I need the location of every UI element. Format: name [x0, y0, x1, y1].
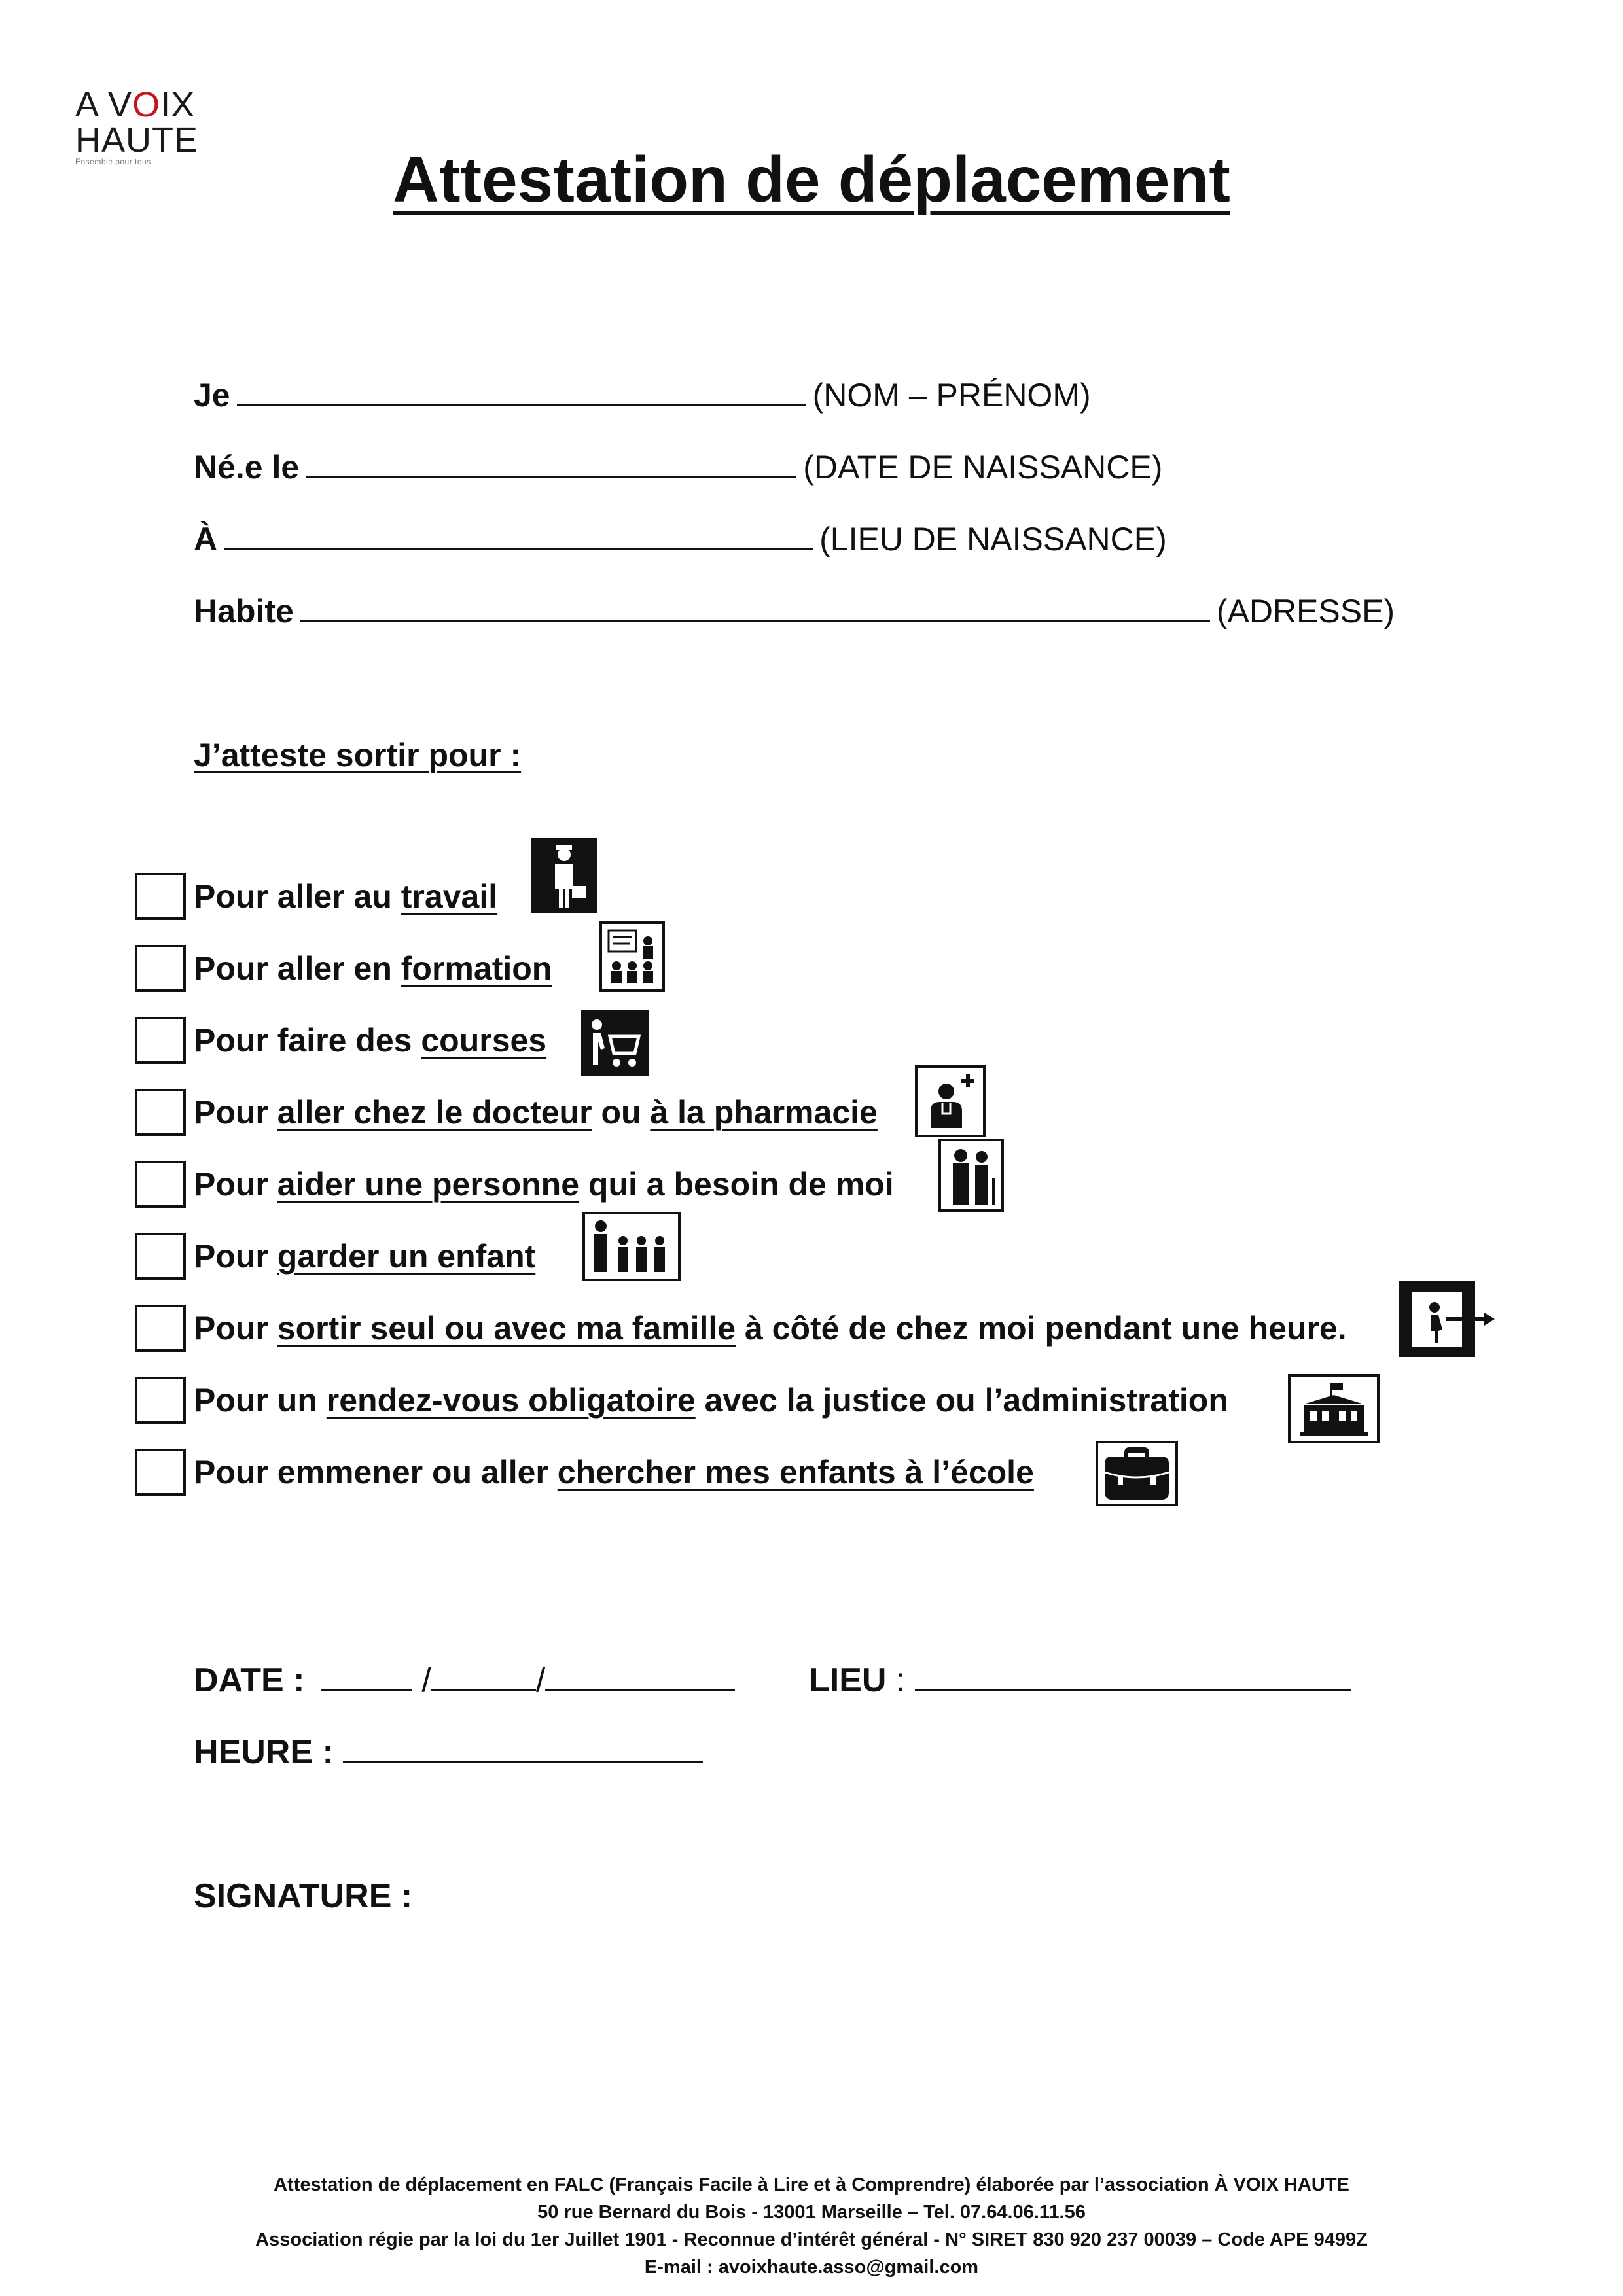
worker-icon [531, 838, 597, 913]
signature-label: SIGNATURE : [194, 1877, 413, 1915]
time-field [194, 1733, 703, 1772]
place-label: LIEU [809, 1661, 887, 1699]
date-field [194, 1661, 735, 1700]
footer [0, 2171, 1623, 2281]
option-checkbox[interactable] [135, 945, 186, 992]
address-label: Habite [194, 593, 294, 629]
footer-line-3: Association régie par la loi du 1er Juillet 1901 - Reconnue d’intérêt général - N° SIRET 830 920 237 00039 – Code APE 9499Z [255, 2229, 1368, 2250]
option-help-person [135, 1158, 1575, 1210]
page-title: Attestation de déplacement [393, 143, 1230, 215]
address-hint: (ADRESSE) [1216, 593, 1395, 629]
option-label: Pour sortir seul ou avec ma famille à côté de chez moi pendant une heure. [194, 1310, 1347, 1347]
date-day-line[interactable] [321, 1661, 412, 1691]
date-year-line[interactable] [545, 1661, 735, 1691]
logo-line-1: A VOIX [75, 85, 196, 124]
option-school [135, 1446, 1575, 1498]
option-short-outing [135, 1302, 1575, 1354]
option-childcare [135, 1230, 1575, 1282]
option-label: Pour faire des courses [194, 1022, 547, 1059]
name-label: Je [194, 377, 230, 414]
option-checkbox[interactable] [135, 1233, 186, 1280]
helping-person-icon [938, 1139, 1004, 1212]
option-label: Pour aller chez le docteur ou à la pharmacie [194, 1094, 878, 1131]
option-doctor [135, 1086, 1575, 1139]
option-label: Pour un rendez-vous obligatoire avec la justice ou l’administration [194, 1382, 1228, 1419]
date-separator: / [421, 1661, 431, 1699]
name-hint: (NOM – PRÉNOM) [812, 377, 1091, 414]
time-input-line[interactable] [343, 1733, 703, 1763]
footer-line-4: E-mail : avoixhaute.asso@gmail.com [644, 2257, 979, 2278]
shopping-cart-icon [581, 1010, 649, 1076]
birthdate-hint: (DATE DE NAISSANCE) [803, 449, 1163, 486]
option-checkbox[interactable] [135, 1017, 186, 1064]
birthplace-input-line[interactable] [224, 518, 813, 550]
date-month-line[interactable] [431, 1661, 536, 1691]
exit-icon [1399, 1281, 1497, 1357]
logo-line-2: HAUTE [75, 120, 199, 160]
town-hall-icon [1288, 1374, 1380, 1443]
option-checkbox[interactable] [135, 1377, 186, 1424]
address-input-line[interactable] [300, 590, 1210, 622]
option-label: Pour aller au travail [194, 878, 498, 915]
option-checkbox[interactable] [135, 873, 186, 920]
schoolbag-icon [1096, 1441, 1178, 1506]
birthplace-label: À [194, 521, 218, 557]
date-label: DATE : [194, 1661, 305, 1699]
birthdate-field [194, 446, 1162, 487]
birthplace-field [194, 518, 1167, 559]
option-label: Pour emmener ou aller chercher mes enfants à l’école [194, 1454, 1034, 1491]
option-checkbox[interactable] [135, 1305, 186, 1352]
classroom-icon [599, 921, 665, 992]
option-label: Pour aider une personne qui a besoin de moi [194, 1166, 894, 1203]
doctor-icon [915, 1065, 986, 1137]
birthdate-input-line[interactable] [306, 446, 796, 478]
option-label: Pour aller en formation [194, 950, 552, 987]
option-checkbox[interactable] [135, 1449, 186, 1496]
address-field [194, 590, 1395, 631]
option-label: Pour garder un enfant [194, 1238, 536, 1275]
date-separator: / [535, 1661, 546, 1699]
option-shopping [135, 1014, 1575, 1067]
birthplace-hint: (LIEU DE NAISSANCE) [819, 521, 1167, 557]
place-input-line[interactable] [915, 1661, 1351, 1691]
name-input-line[interactable] [237, 374, 806, 406]
option-training [135, 942, 1575, 995]
birthdate-label: Né.e le [194, 449, 300, 486]
time-label: HEURE : [194, 1733, 334, 1771]
family-icon [582, 1212, 681, 1281]
reason-heading: J’atteste sortir pour : [194, 737, 522, 773]
footer-line-1: Attestation de déplacement en FALC (Français Facile à Lire et à Comprendre) élaborée par l’association À VOIX HAUTE [274, 2174, 1349, 2195]
option-checkbox[interactable] [135, 1161, 186, 1208]
name-field [194, 374, 1091, 415]
footer-line-2: 50 rue Bernard du Bois - 13001 Marseille – Tel. 07.64.06.11.56 [537, 2202, 1086, 2223]
place-colon: : [895, 1661, 906, 1699]
logo-tagline: Ensemble pour tous [75, 157, 151, 166]
option-checkbox[interactable] [135, 1089, 186, 1136]
place-field [809, 1661, 1351, 1700]
option-work [135, 870, 1575, 923]
